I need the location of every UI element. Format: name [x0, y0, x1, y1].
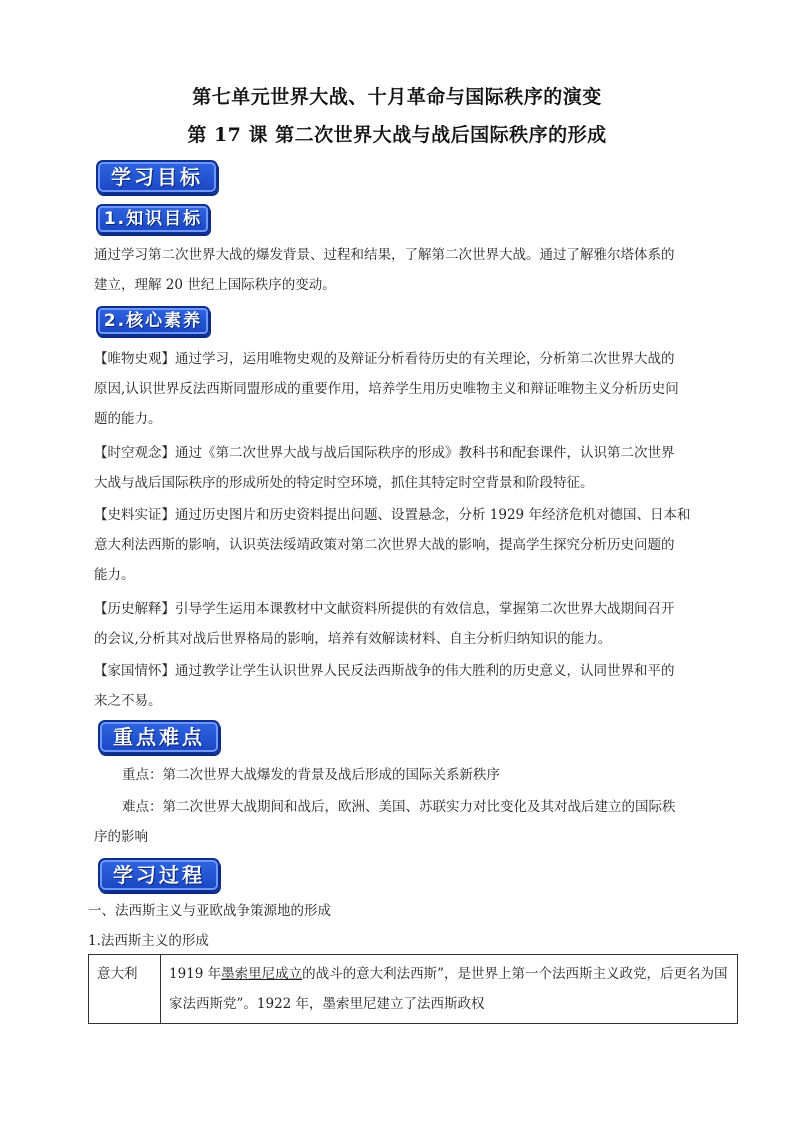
literacy-spacetime-line-1: 【时空观念】通过《第二次世界大战与战后国际秩序的形成》教科书和配套课件，认识第二次世界: [94, 445, 675, 461]
content-line-1: 的战斗的意大利法西斯”，是世界上第一个法西斯主义政党，后更名为国: [302, 966, 728, 982]
literacy-materialism-line-2: 原因,认识世界反法西斯同盟形成的重要作用，培养学生用历史唯物主义和辩证唯物主义分析历史问: [94, 381, 679, 397]
literacy-evidence-line-2: 意大利法西斯的影响，认识英法绥靖政策对第二次世界大战的影响，提高学生探究分析历史问题的: [94, 537, 675, 553]
literacy-materialism-line-3: 题的能力。: [94, 411, 162, 427]
content-line-2: 家法西斯党”。1922 年，墨索里尼建立了法西斯政权: [169, 996, 485, 1012]
literacy-interpretation-line-2: 的会议,分析其对战后世界格局的影响，培养有效解读材料、自主分析归纳知识的能力。: [94, 631, 612, 647]
learning-goals-badge: 学习目标: [96, 160, 218, 194]
fascism-table: [88, 954, 738, 1024]
learning-process-badge: 学习过程: [98, 858, 220, 892]
knowledge-goals-line-1: 通过学习第二次世界大战的爆发背景、过程和结果，了解第二次世界大战。通过了解雅尔塔体系的: [94, 247, 675, 263]
knowledge-goals-badge: 1.知识目标: [96, 204, 210, 234]
table-row: [89, 955, 738, 1024]
literacy-patriotism-line-1: 【家国情怀】通过教学让学生认识世界人民反法西斯战争的伟大胜利的历史意义，认同世界和平的: [94, 663, 675, 679]
literacy-interpretation-line-1: 【历史解释】引导学生运用本课教材中文献资料所提供的有效信息，掌握第二次世界大战期间召开: [94, 601, 675, 617]
literacy-patriotism-line-2: 来之不易。: [94, 693, 162, 709]
literacy-evidence-line-1: 【史料实证】通过历史图片和历史资料提出问题、设置悬念，分析 1929 年经济危机对德国、日本和: [94, 507, 691, 523]
key-difficulty-line-1: 难点：第二次世界大战期间和战后，欧洲、美国、苏联实力对比变化及其对战后建立的国际秩: [122, 799, 676, 815]
content-year: 1919 年: [169, 966, 222, 982]
key-focus: 重点：第二次世界大战爆发的背景及战后形成的国际关系新秩序: [122, 767, 500, 783]
knowledge-goals-line-2: 建立，理解 20 世纪上国际秩序的变动。: [94, 277, 336, 293]
lesson-title: 第 17 课 第二次世界大战与战后国际秩序的形成: [187, 124, 607, 146]
table-cell-country: 意大利: [89, 955, 161, 1024]
unit-title: 第七单元世界大战、十月革命与国际秩序的演变: [192, 86, 602, 108]
process-subsection-heading: 1.法西斯主义的形成: [88, 933, 209, 949]
literacy-materialism-line-1: 【唯物史观】通过学习，运用唯物史观的及辩证分析看待历史的有关理论，分析第二次世界大战的: [94, 351, 675, 367]
core-literacy-badge: 2.核心素养: [96, 306, 210, 336]
table-cell-content: [161, 955, 738, 1024]
literacy-evidence-line-3: 能力。: [94, 567, 135, 583]
process-section-heading: 一、法西斯主义与亚欧战争策源地的形成: [88, 903, 331, 919]
literacy-spacetime-line-2: 大战与战后国际秩序的形成所处的特定时空环境，抓住其特定时空背景和阶段特征。: [94, 475, 594, 491]
key-points-badge: 重点难点: [98, 720, 220, 754]
key-difficulty-line-2: 序的影响: [94, 829, 148, 845]
content-underlined: 墨索里尼成立: [221, 966, 303, 982]
